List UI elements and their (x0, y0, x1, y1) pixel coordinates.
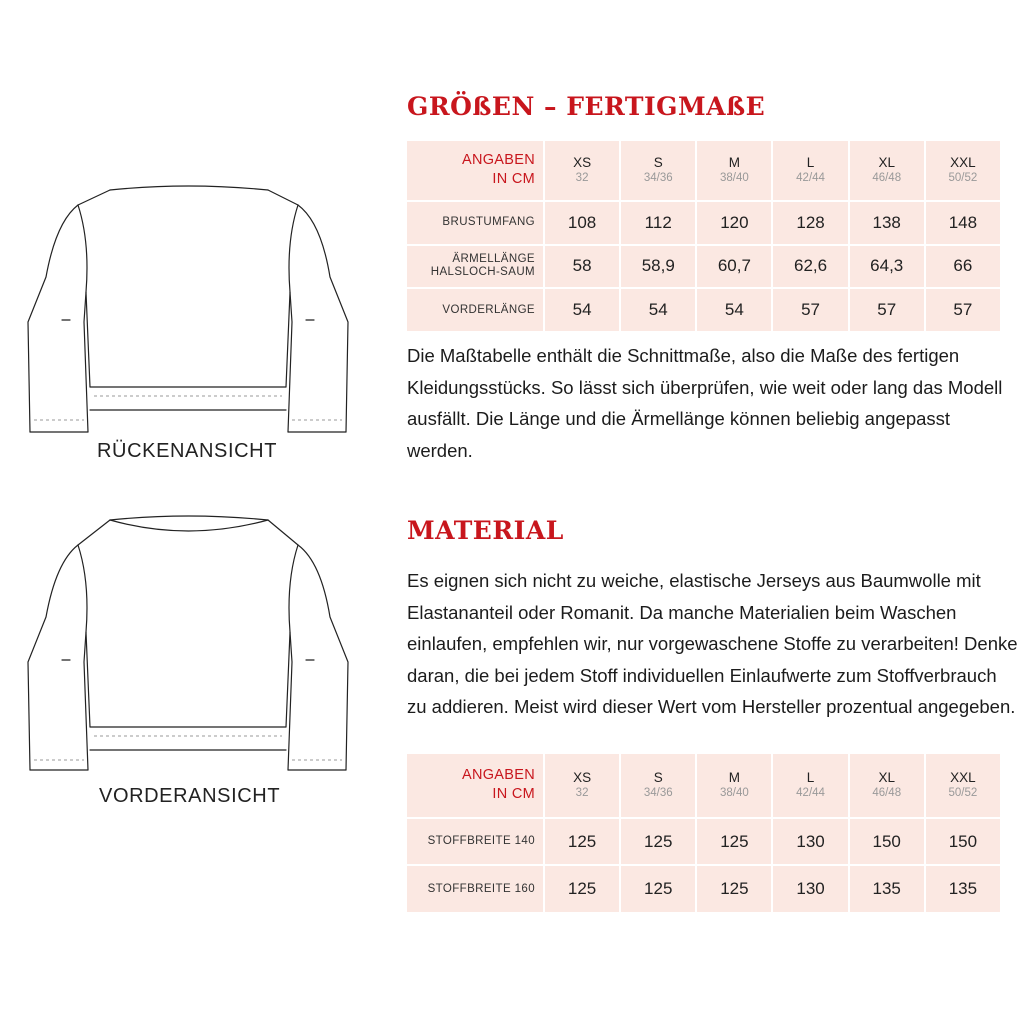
size-label: XS (573, 770, 592, 786)
sizes-paragraph: Die Maßtabelle enthält die Schnittmaße, also die Maße des fertigen Kleidungsstücks. So lässt sich überprüfen, wie weit oder lang das Modell ausfällt. Die Länge und die Ärmellänge können beliebig angepasst werden. (407, 345, 1003, 461)
value-cell: 120 (697, 202, 771, 244)
size-header-cell (773, 754, 847, 817)
size-label: M (728, 770, 741, 786)
corner-line-1: ANGABEN (461, 767, 535, 784)
row-label: STOFFBREITE 160 (407, 866, 543, 912)
value-cell: 57 (926, 289, 1000, 331)
size-header-cell (545, 141, 619, 200)
value-cell: 125 (545, 819, 619, 865)
value-cell: 125 (697, 866, 771, 912)
size-header-cell (850, 141, 924, 200)
value-cell: 64,3 (850, 246, 924, 288)
value-cell: 62,6 (773, 246, 847, 288)
front-view-label: VORDERANSICHT (99, 785, 281, 807)
size-label: XS (573, 155, 592, 171)
sizes-table (405, 139, 1002, 333)
value-cell: 150 (926, 819, 1000, 865)
size-number: 38/40 (720, 172, 749, 185)
sizes-heading: GRÖßEN – FERTIGMAßE (407, 92, 766, 121)
size-label: XXL (950, 770, 976, 786)
size-label: M (728, 155, 741, 171)
value-cell: 66 (926, 246, 1000, 288)
size-header-cell (773, 141, 847, 200)
row-label-line-2: HALSLOCH-SAUM (430, 266, 535, 279)
value-cell: 60,7 (697, 246, 771, 288)
size-number: 38/40 (720, 787, 749, 800)
corner-line-2: IN CM (492, 171, 535, 188)
value-cell: 135 (926, 866, 1000, 912)
material-table (405, 752, 1002, 914)
back-view-drawing (18, 182, 358, 444)
material-table-corner-cell (407, 754, 543, 817)
size-header-cell (926, 754, 1000, 817)
material-table-header-row (407, 754, 1000, 817)
table-row-stoffbreite-140 (407, 819, 1000, 865)
size-label: XXL (950, 155, 976, 171)
value-cell: 125 (621, 866, 695, 912)
size-header-cell (926, 141, 1000, 200)
size-label: XL (878, 770, 895, 786)
size-number: 32 (575, 172, 589, 185)
size-number: 46/48 (872, 787, 902, 800)
size-number: 32 (575, 787, 589, 800)
back-view-label: RÜCKENANSICHT (97, 440, 278, 462)
row-label: BRUSTUMFANG (407, 202, 543, 244)
size-number: 42/44 (796, 787, 825, 800)
value-cell: 150 (850, 819, 924, 865)
value-cell: 58,9 (621, 246, 695, 288)
value-cell: 54 (621, 289, 695, 331)
table-row-stoffbreite-160 (407, 866, 1000, 912)
sizes-table-header-row (407, 141, 1000, 200)
size-label: S (653, 155, 663, 171)
material-paragraph: Es eignen sich nicht zu weiche, elastische Jerseys aus Baumwolle mit Elastananteil oder Romanit. Da manche Materialien beim Waschen einlaufen, empfehlen wir, nur vorgewaschene Stoffe zu verarbeiten! Denke daran, die bei jedem Stoff individuellen Einlaufwerte zum Stoffverbrauch zu addieren. Meist wird dieser Wert vom Hersteller prozentual angegeben. (407, 570, 1018, 717)
size-header-cell (545, 754, 619, 817)
row-label: VORDERLÄNGE (407, 289, 543, 331)
size-number: 50/52 (948, 172, 978, 185)
sizes-table-corner-cell (407, 141, 543, 200)
value-cell: 148 (926, 202, 1000, 244)
value-cell: 130 (773, 819, 847, 865)
value-cell: 58 (545, 246, 619, 288)
material-heading: MATERIAL (407, 516, 564, 545)
size-header-cell (697, 754, 771, 817)
size-number: 50/52 (948, 787, 978, 800)
size-number: 34/36 (643, 787, 673, 800)
table-row-vorderlaenge (407, 289, 1000, 331)
size-number: 34/36 (643, 172, 673, 185)
size-header-cell (621, 754, 695, 817)
value-cell: 125 (621, 819, 695, 865)
corner-line-2: IN CM (492, 786, 535, 803)
size-label: XL (878, 155, 895, 171)
table-row-aermellaenge (407, 246, 1000, 288)
size-number: 46/48 (872, 172, 902, 185)
size-header-cell (621, 141, 695, 200)
size-label: S (653, 770, 663, 786)
value-cell: 138 (850, 202, 924, 244)
front-view-drawing (18, 512, 358, 784)
row-label-line-1: ÄRMELLÄNGE (452, 253, 535, 266)
value-cell: 135 (850, 866, 924, 912)
value-cell: 57 (773, 289, 847, 331)
value-cell: 108 (545, 202, 619, 244)
value-cell: 125 (545, 866, 619, 912)
value-cell: 112 (621, 202, 695, 244)
value-cell: 54 (697, 289, 771, 331)
size-header-cell (697, 141, 771, 200)
value-cell: 54 (545, 289, 619, 331)
value-cell: 130 (773, 866, 847, 912)
value-cell: 125 (697, 819, 771, 865)
table-row-brustumfang (407, 202, 1000, 244)
size-header-cell (850, 754, 924, 817)
row-label: STOFFBREITE 140 (407, 819, 543, 865)
size-label: L (806, 155, 815, 171)
value-cell: 57 (850, 289, 924, 331)
size-number: 42/44 (796, 172, 825, 185)
size-label: L (806, 770, 815, 786)
row-label (407, 246, 543, 288)
value-cell: 128 (773, 202, 847, 244)
corner-line-1: ANGABEN (461, 152, 535, 169)
